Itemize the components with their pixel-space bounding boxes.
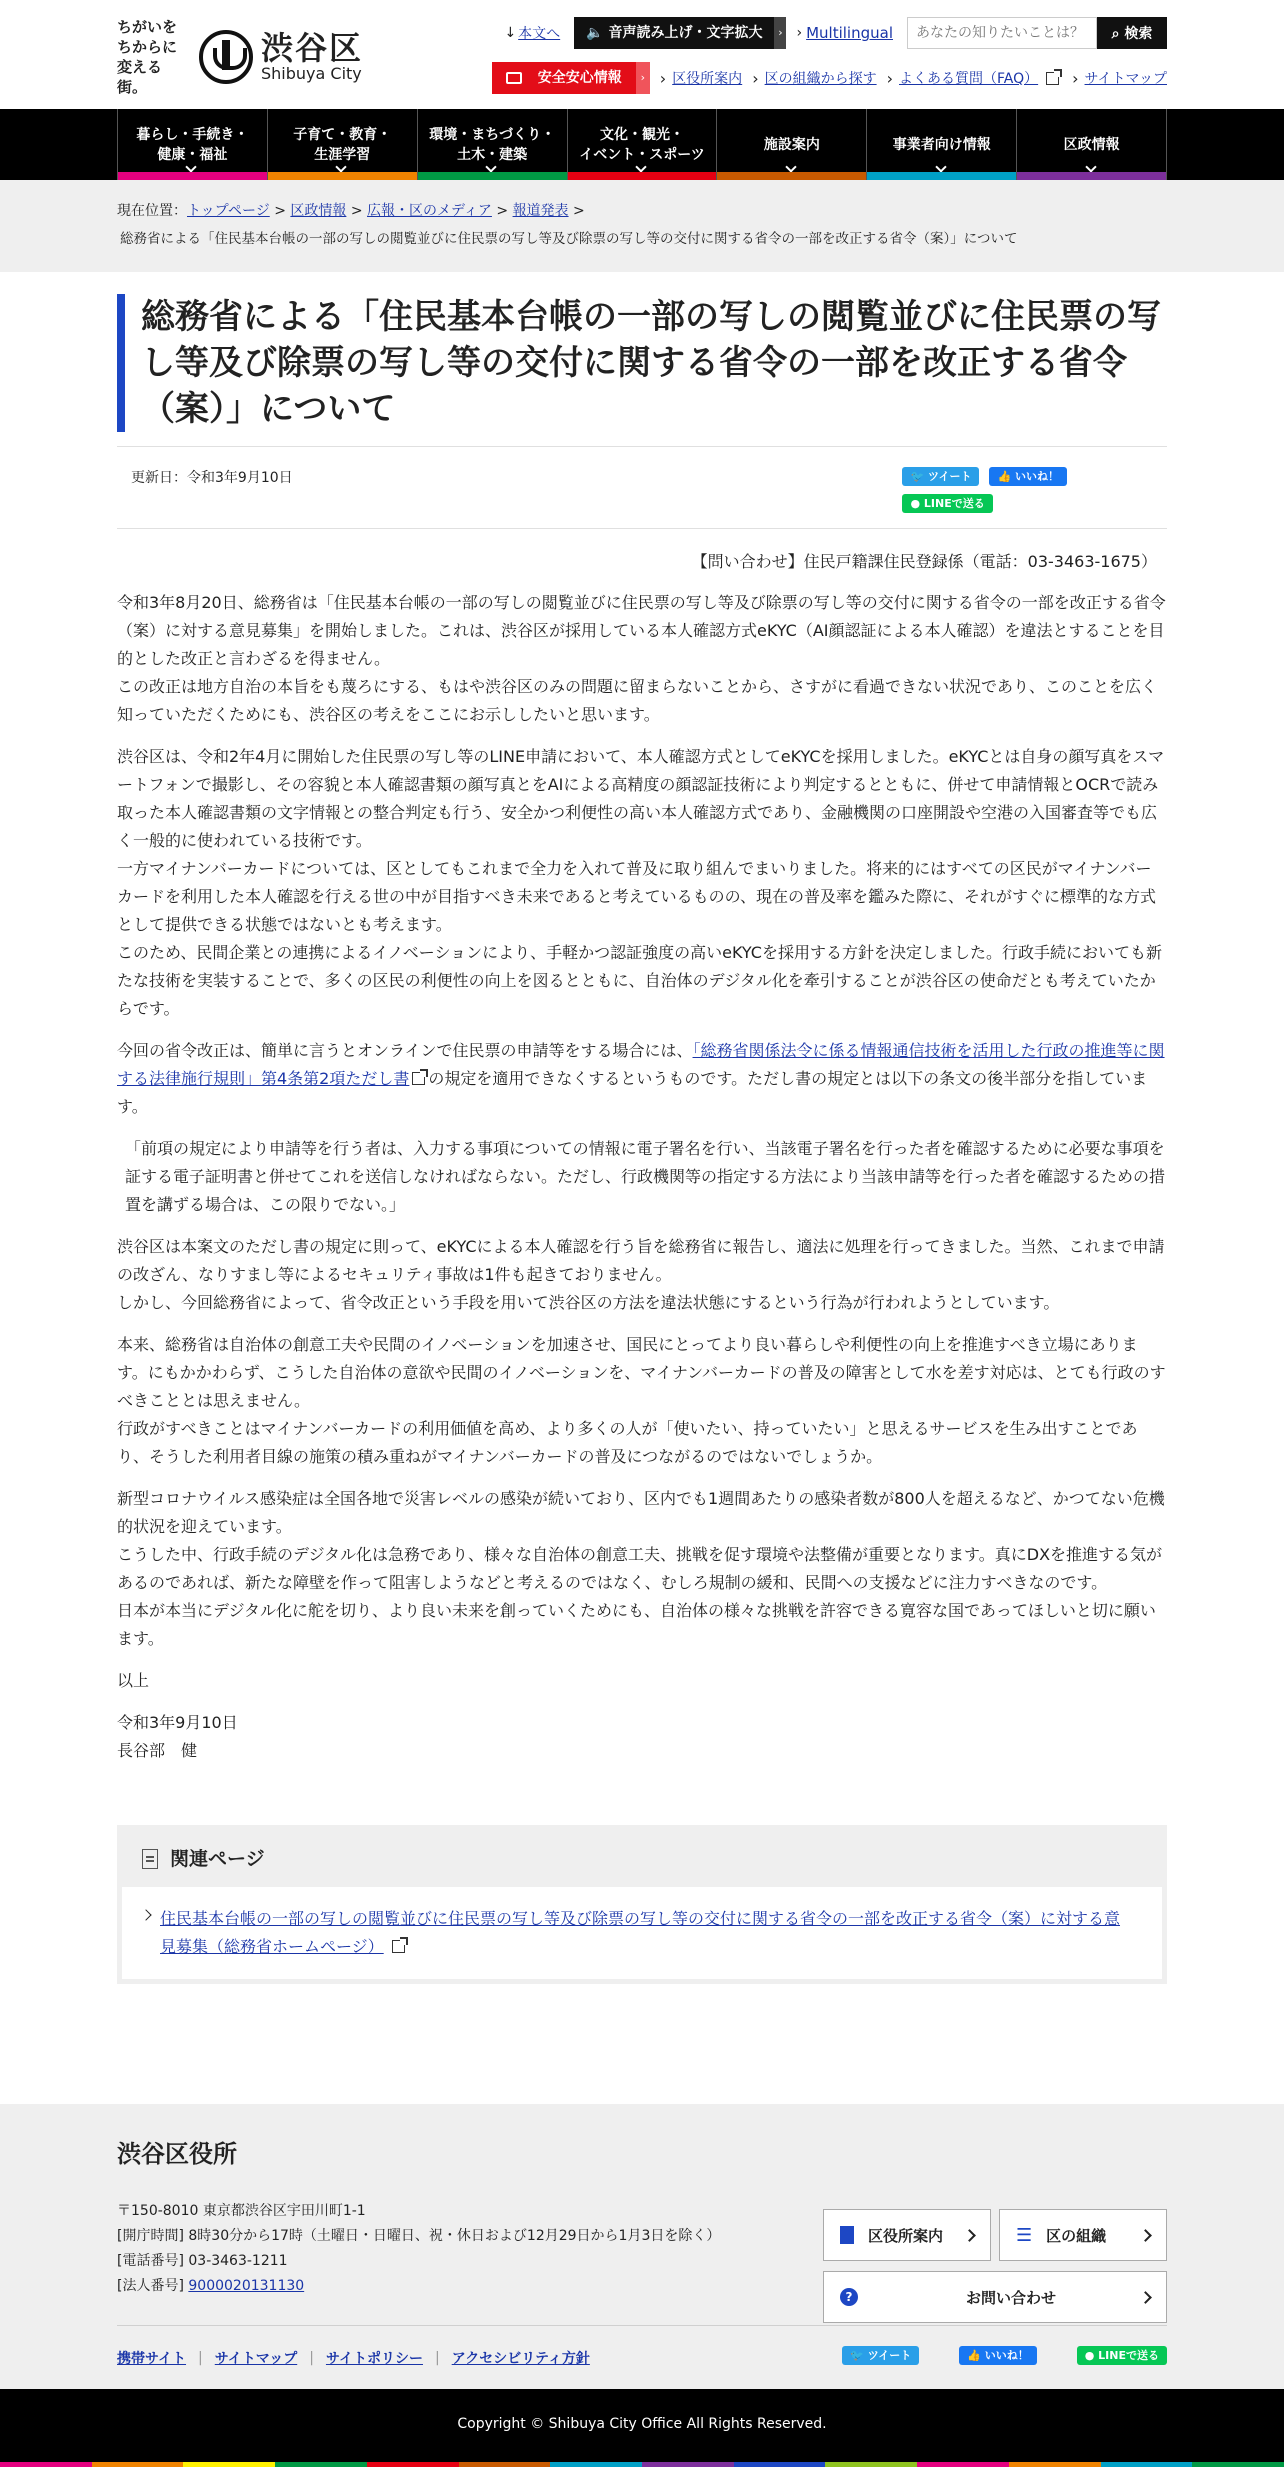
nav-item-environment[interactable]: [417, 109, 567, 180]
office-guide-label: 区役所案内: [868, 2226, 944, 2245]
footer-sitemap-link[interactable]: サイトマップ: [214, 2350, 298, 2367]
voice-label: 音声読み上げ・文字拡大: [608, 25, 763, 41]
nav-label: 健康・福祉: [157, 146, 228, 163]
tagline: [117, 17, 189, 97]
address: 〒150-8010 東京都渋谷区宇田川町1-1: [117, 2203, 366, 2219]
voice-button[interactable]: [574, 17, 774, 49]
line-share-button[interactable]: [902, 494, 992, 513]
nav-color-bar: [118, 172, 267, 180]
sitemap-link[interactable]: サイトマップ: [1084, 71, 1167, 87]
breadcrumb-item[interactable]: 報道発表: [512, 203, 569, 219]
nav-label: 区政情報: [1063, 136, 1120, 153]
page-title: 総務省による「住民基本台帳の一部の写しの閲覧並びに住民票の写し等及び除票の写し等の交付に関する省令の一部を改正する省令（案）」について: [117, 294, 1167, 432]
nav-label: 土木・建築: [457, 146, 528, 163]
mobile-site-link[interactable]: 携帯サイト: [117, 2350, 187, 2367]
nav-label: イベント・スポーツ: [579, 146, 705, 163]
list-icon: ☰: [1016, 2224, 1033, 2246]
paragraph: 渋谷区は、令和2年4月に開始した住民票の写し等のLINE申請において、本人確認方式としてeKYCを採用しました。eKYCとは自身の顔写真をスマートフォンで撮影し、その容貌と本人確認書類の顔写真とをAIによる高精度の顔認証技術により判定するとともに、併せて申請情報とOCRで読み取った本人確認書類の文字情報との整合判定も行う、安全かつ利便性の高い本人確認方式であり、金融機関の口座開設や空港の入国審査等でも広く一般的に使われている技術です。: [117, 747, 1165, 850]
twitter-icon: 🐦: [910, 470, 929, 483]
site-policy-link[interactable]: サイトポリシー: [325, 2350, 423, 2367]
contact-label: お問い合わせ: [966, 2288, 1057, 2307]
quoted-clause: 「前項の規定により申請等を行う者は、入力する事項についての情報に電子署名を行い、当該電子署名を行った者を確認するために必要な事項を証する電子証明書と併せてこれを送信しなければならない。ただし、行政機関等の指定する方法により当該申請等を行った者を確認するための措置を講ずる場合は、この限りでない。」: [125, 1139, 1166, 1214]
closing: 以上: [117, 1671, 150, 1690]
external-link-icon: [392, 1940, 405, 1953]
nav-color-bar: [418, 172, 567, 180]
nav-item-facilities[interactable]: [716, 109, 866, 180]
nav-item-administration[interactable]: [1016, 109, 1167, 180]
line-label: LINEで送る: [1098, 2349, 1159, 2362]
tagline-line: 変える街。: [117, 58, 163, 96]
share-buttons: [902, 467, 1067, 513]
search-button-label: 検索: [1124, 26, 1153, 42]
contact-info: 【問い合わせ】住民戸籍課住民登録係（電話：03-3463-1675）: [691, 552, 1157, 571]
search-form: [907, 17, 1167, 49]
arrow-down-icon: ↓: [504, 25, 517, 41]
search-button[interactable]: [1097, 17, 1167, 49]
color-stripe: [0, 2462, 1284, 2467]
main-content: [117, 272, 1167, 1984]
line-icon: ●: [1084, 2349, 1099, 2362]
separator: |: [198, 2349, 203, 2366]
breadcrumb-current: 総務省による「住民基本台帳の一部の写しの閲覧並びに住民票の写し等及び除票の写し等の交付に関する省令の一部を改正する省令（案）」について: [120, 231, 1018, 247]
office-guide-button[interactable]: [823, 2209, 991, 2261]
thumbs-up-icon: 👍: [967, 2349, 985, 2362]
logo-ja: 渋谷区: [261, 29, 364, 67]
corp-number-label: [法人番号]: [117, 2278, 189, 2294]
line-icon: ●: [910, 497, 924, 510]
footer-share-buttons: [842, 2346, 1167, 2365]
law-regulation-link[interactable]: 「総務省関係法令に係る情報通信技術を活用した行政の推進等に関する法律施行規則」第4条第2項ただし書: [117, 1041, 1165, 1088]
chevron-down-icon: [785, 161, 796, 172]
page-meta: [117, 447, 1167, 529]
breadcrumb-prefix: 現在位置：: [117, 203, 187, 219]
footer-org-name: 渋谷区役所: [117, 2140, 237, 2168]
accessibility-link[interactable]: アクセシビリティ方針: [451, 2350, 590, 2367]
copyright-bar: [0, 2389, 1284, 2467]
paragraph: 渋谷区は本案文のただし書の規定に則って、eKYCによる本人確認を行う旨を総務省に報告し、適法に処理を行ってきました。当然、これまで申請の改ざん、なりすまし等によるセキュリティ事故は1件も起きておりません。: [117, 1237, 1165, 1284]
chevron-down-icon: [935, 161, 946, 172]
chevron-right-icon: ›: [796, 25, 803, 41]
nav-label: 文化・観光・: [600, 126, 684, 143]
paragraph-text: 今回の省令改正は、簡単に言うとオンラインで住民票の申請等をする場合には、: [117, 1041, 693, 1060]
external-link-icon: [1046, 72, 1059, 85]
site-header: [0, 0, 1284, 109]
breadcrumb-item[interactable]: 広報・区のメディア: [367, 203, 492, 219]
chevron-right-icon: [1139, 2229, 1152, 2242]
nav-color-bar: [867, 172, 1016, 180]
nav-item-business[interactable]: [866, 109, 1016, 180]
nav-color-bar: [717, 172, 866, 180]
paragraph-text: の規定を適用できなくするというものです。ただし書の規定とは以下の条文の後半部分を指しています。: [117, 1069, 1148, 1116]
multilingual-link[interactable]: Multilingual: [806, 24, 893, 42]
office-guide-link[interactable]: 区役所案内: [672, 71, 743, 87]
organization-button[interactable]: [999, 2209, 1167, 2261]
building-icon: [840, 2226, 854, 2244]
paragraph: 日本が本当にデジタル化に舵を切り、より良い未来を創っていくためにも、自治体の様々な挑戦を許容できる寛容な国であってほしいと切に願います。: [117, 1601, 1156, 1648]
signature-name: 長谷部 健: [117, 1741, 198, 1760]
chevron-right-icon: ›: [774, 17, 786, 49]
line-share-button[interactable]: [1077, 2346, 1167, 2365]
thumbs-up-icon: 👍: [997, 470, 1015, 483]
global-nav: [0, 109, 1284, 180]
chevron-right-icon: [140, 1909, 151, 1920]
tagline-line: ちからに: [117, 38, 178, 56]
paragraph: 令和3年8月20日、総務省は「住民基本台帳の一部の写しの閲覧並びに住民票の写し等及び除票の写し等の交付に関する省令の一部を改正する省令（案）に対する意見募集」を開始しました。これは、渋谷区が採用している本人確認方式eKYC（AI顔認証による本人確認）を違法とすることを目的とした改正と言わざるを得ません。: [117, 593, 1166, 668]
breadcrumb-item[interactable]: 区政情報: [290, 203, 347, 219]
chevron-right-icon: ›: [1072, 68, 1079, 88]
paragraph: このため、民間企業との連携によるイノベーションにより、手軽かつ認証強度の高いeKYCを採用する方針を決定しました。行政手続においても新たな技術を実装することで、多くの区民の利便性の向上を図るとともに、自治体のデジタル化を牽引することが渋谷区の使命だとも考えていたからです。: [117, 943, 1162, 1018]
tweet-label: ツイート: [867, 2349, 912, 2362]
signature-date: 令和3年9月10日: [117, 1713, 238, 1732]
phone-number: [電話番号] 03-3463-1211: [117, 2253, 288, 2269]
camera-icon: [506, 72, 522, 84]
paragraph: 行政がすべきことはマイナンバーカードの利用価値を高め、より多くの人が「使いたい、持っていたい」と思えるサービスを生み出すことであり、そうした利用者目線の施策の積み重ねがマイナンバーカードの普及につながるのではないでしょうか。: [117, 1419, 1138, 1466]
utility-bar: [504, 17, 1167, 49]
nav-label: 環境・まちづくり・: [429, 126, 556, 143]
nav-label: 子育て・教育・: [293, 126, 392, 143]
paragraph: しかし、今回総務省によって、省令改正という手段を用いて渋谷区の方法を違法状態にするという行為が行われようとしています。: [117, 1293, 1060, 1312]
updated-date: 更新日：令和3年9月10日: [131, 470, 293, 486]
faq-link[interactable]: よくある質問（FAQ）: [899, 71, 1039, 87]
line-label: LINEで送る: [923, 497, 985, 510]
paragraph: この改正は地方自治の本旨をも蔑ろにする、もはや渋谷区のみの問題に留まらないことから、さすがに看過できない状況であり、このことを広く知っていただくためにも、渋谷区の考えをここにお示ししたいと思います。: [117, 677, 1158, 724]
org-search-link[interactable]: 区の組織から探す: [764, 71, 877, 87]
paragraph: 新型コロナウイルス感染症は全国各地で災害レベルの感染が続いており、区内でも1週間あたりの感染者数が800人を超えるなど、かつてない危機的状況を迎えています。: [117, 1489, 1165, 1536]
related-heading: 関連ページ: [170, 1848, 265, 1870]
paragraph: こうした中、行政手続のデジタル化は急務であり、様々な自治体の創意工夫、挑戦を促す環境や法整備が重要となります。真にDXを推進する気があるのであれば、新たな障壁を作って阻害しようなどと考えるのではなく、むしろ規制の緩和、民間への支援などに注力すべきなのです。: [117, 1545, 1163, 1592]
like-label: いいね！: [1015, 470, 1059, 483]
corp-number-link[interactable]: 9000020131130: [188, 2278, 305, 2294]
site-footer: [0, 2104, 1284, 2467]
paragraph: 本来、総務省は自治体の創意工夫や民間のイノベーションを加速させ、国民にとってより良い暮らしや利便性の向上を推進すべき立場にあります。にもかかわらず、こうした自治体の意欲や民間のイノベーションを、マイナンバーカードの普及の障害として水を差す対応は、とても行政のすべきこととは思えません。: [117, 1335, 1166, 1410]
separator: |: [434, 2349, 440, 2366]
tweet-label: ツイート: [928, 470, 972, 483]
nav-item-education[interactable]: [267, 109, 417, 180]
related-link[interactable]: 住民基本台帳の一部の写しの閲覧並びに住民票の写し等及び除票の写し等の交付に関する省令の一部を改正する省令（案）に対する意見募集（総務省ホームページ）: [160, 1909, 1121, 1956]
chevron-right-icon: [963, 2229, 976, 2242]
search-icon: ⌕: [1111, 26, 1125, 42]
contact-button[interactable]: [823, 2271, 1167, 2323]
safety-label: 安全安心情報: [537, 70, 622, 86]
breadcrumb-item[interactable]: トップページ: [187, 203, 270, 219]
nav-label: 事業者向け情報: [892, 136, 991, 153]
paragraph: [117, 1037, 1167, 1121]
city-emblem-icon: [199, 30, 253, 84]
speaker-icon: 🔈: [586, 25, 609, 41]
footer-buttons: [823, 2209, 1167, 2323]
chevron-right-icon: [1139, 2291, 1152, 2304]
nav-color-bar: [268, 172, 417, 180]
document-icon: [142, 1849, 158, 1869]
chevron-right-icon: ›: [752, 68, 759, 88]
chevron-right-icon: ›: [886, 68, 893, 88]
search-input[interactable]: [907, 17, 1097, 49]
nav-label: 施設案内: [763, 136, 820, 153]
safety-info-button[interactable]: [492, 62, 636, 94]
nav-color-bar: [568, 172, 717, 180]
like-button[interactable]: [989, 467, 1067, 486]
tweet-button[interactable]: [842, 2346, 919, 2365]
nav-label: 暮らし・手続き・: [136, 126, 249, 143]
chevron-down-icon: [1085, 161, 1096, 172]
site-logo[interactable]: [117, 18, 364, 96]
chevron-right-icon: ›: [636, 62, 650, 94]
tweet-button[interactable]: [902, 467, 979, 486]
tagline-line: ちがいを: [117, 18, 178, 36]
nav-label: 生涯学習: [314, 146, 371, 163]
like-label: いいね！: [984, 2349, 1029, 2362]
organization-label: 区の組織: [1046, 2226, 1107, 2245]
nav-color-bar: [1017, 172, 1166, 180]
twitter-icon: 🐦: [850, 2349, 868, 2362]
like-button[interactable]: [959, 2346, 1037, 2365]
nav-item-culture[interactable]: [567, 109, 717, 180]
breadcrumb: 現在位置：トップページ > 区政情報 > 広報・区のメディア > 報道発表 > 総務省による「住民基本台帳の一部の写しの閲覧並びに住民票の写し等及び除票の写し等の交付に関する省令の一部を改正する省令（案）」について: [0, 180, 1284, 272]
question-icon: ?: [840, 2288, 858, 2306]
opening-hours: [開庁時間] 8時30分から17時（土曜日・日曜日、祝・休日および12月29日から1月3日を除く）: [117, 2228, 721, 2244]
logo-en: Shibuya City: [261, 64, 362, 83]
copyright: Copyright © Shibuya City Office All Rights Reserved.: [457, 2416, 827, 2432]
nav-item-living[interactable]: [117, 109, 267, 180]
separator: |: [309, 2349, 314, 2366]
external-link-icon: [412, 1072, 425, 1085]
chevron-right-icon: ›: [659, 68, 667, 88]
footer-links: [117, 2325, 1167, 2389]
paragraph: 一方マイナンバーカードについては、区としてもこれまで全力を入れて普及に取り組んでまいりました。将来的にはすべての区民がマイナンバーカードを利用した本人確認を行える世の中が目指すべき未来であると考えているものの、現在の普及率を鑑みた際に、それがすぐに標準的な方式として提供できる状態ではないとも考えます。: [117, 859, 1157, 934]
utility-links: [492, 62, 1167, 94]
skip-to-content-link[interactable]: 本文へ: [518, 26, 561, 42]
related-pages: [117, 1825, 1167, 1984]
article-body: [117, 589, 1167, 1765]
